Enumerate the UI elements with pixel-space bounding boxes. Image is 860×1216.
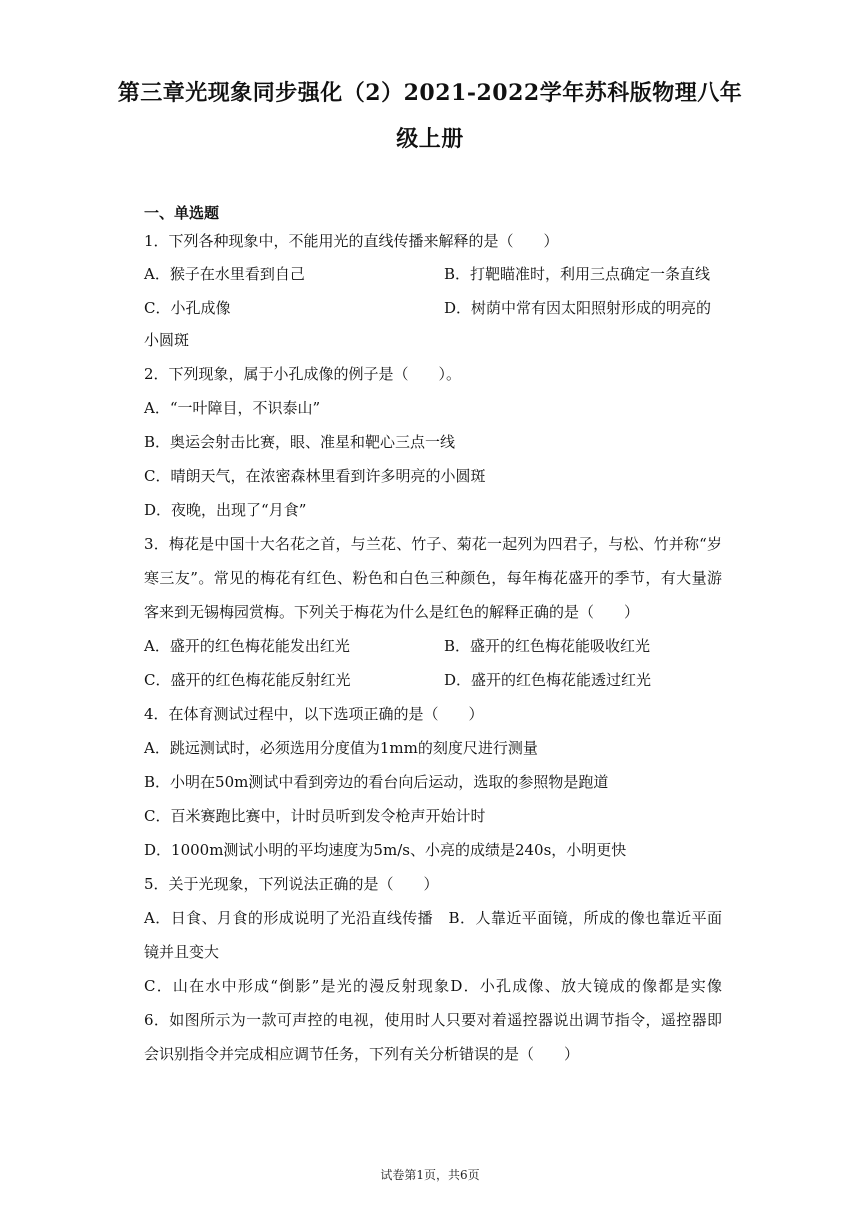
question-3-stem-line3: 客来到无锡梅园赏梅。下列关于梅花为什么是红色的解释正确的是（ ） <box>144 603 640 621</box>
question-3-option-d: D．盛开的红色梅花能透过红光 <box>444 671 652 689</box>
question-4-option-a: A．跳远测试时，必须选用分度值为1mm的刻度尺进行测量 <box>144 739 538 757</box>
question-3-stem-line1: 3．梅花是中国十大名花之首，与兰花、竹子、菊花一起列为四君子，与松、竹并称“岁 <box>144 535 722 553</box>
section-label: 一、单选题 <box>144 204 220 222</box>
question-3-option-b: B．盛开的红色梅花能吸收红光 <box>444 637 651 655</box>
question-4-stem: 4．在体育测试过程中，以下选项正确的是（ ） <box>144 705 484 723</box>
question-4-option-b: B．小明在50m测试中看到旁边的看台向后运动，选取的参照物是跑道 <box>144 773 609 791</box>
question-1-option-d: D．树荫中常有因太阳照射形成的明亮的 <box>444 299 712 317</box>
question-2-option-b: B．奥运会射击比赛，眼、准星和靶心三点一线 <box>144 433 456 451</box>
question-6-stem-line2: 会识别指令并完成相应调节任务，下列有关分析错误的是（ ） <box>144 1045 580 1063</box>
question-1-stem: 1．下列各种现象中，不能用光的直线传播来解释的是（ ） <box>144 232 559 250</box>
question-2-option-d: D．夜晚，出现了“月食” <box>144 501 307 519</box>
question-3-stem-line2: 寒三友”。常见的梅花有红色、粉色和白色三种颜色，每年梅花盛开的季节，有大量游 <box>144 569 722 587</box>
page-footer: 试卷第1页，共6页 <box>380 1168 480 1182</box>
question-5-options-ab-cont: 镜并且变大 <box>144 943 220 961</box>
question-4-option-d: D．1000m测试小明的平均速度为5m/s、小亮的成绩是240s，小明更快 <box>144 841 627 859</box>
question-5-stem: 5．关于光现象，下列说法正确的是（ ） <box>144 875 439 893</box>
question-2-option-c: C．晴朗天气，在浓密森林里看到许多明亮的小圆斑 <box>144 467 486 485</box>
question-1-option-d-cont: 小圆斑 <box>144 331 190 349</box>
question-5-options-cd: C．山在水中形成“倒影”是光的漫反射现象D．小孔成像、放大镜成的像都是实像 <box>144 977 722 995</box>
question-2-stem: 2．下列现象，属于小孔成像的例子是（ ）。 <box>144 365 462 383</box>
question-2-option-a: A．“一叶障目，不识泰山” <box>144 399 321 417</box>
question-5-options-ab: A．日食、月食的形成说明了光沿直线传播 B．人靠近平面镜，所成的像也靠近平面 <box>144 909 722 927</box>
question-6-stem-line1: 6．如图所示为一款可声控的电视，使用时人只要对着遥控器说出调节指令，遥控器即 <box>144 1011 722 1029</box>
question-4-option-c: C．百米赛跑比赛中，计时员听到发令枪声开始计时 <box>144 807 486 825</box>
page-title-line2: 级上册 <box>396 126 464 152</box>
question-3-option-a: A．盛开的红色梅花能发出红光 <box>144 637 350 655</box>
question-1-option-b: B．打靶瞄准时，利用三点确定一条直线 <box>444 265 711 283</box>
question-1-option-a: A．猴子在水里看到自己 <box>144 265 305 283</box>
question-1-option-c: C．小孔成像 <box>144 299 231 317</box>
question-3-option-c: C．盛开的红色梅花能反射红光 <box>144 671 351 689</box>
page-title-line1: 第三章光现象同步强化（2）2021-2022学年苏科版物理八年 <box>117 80 743 106</box>
